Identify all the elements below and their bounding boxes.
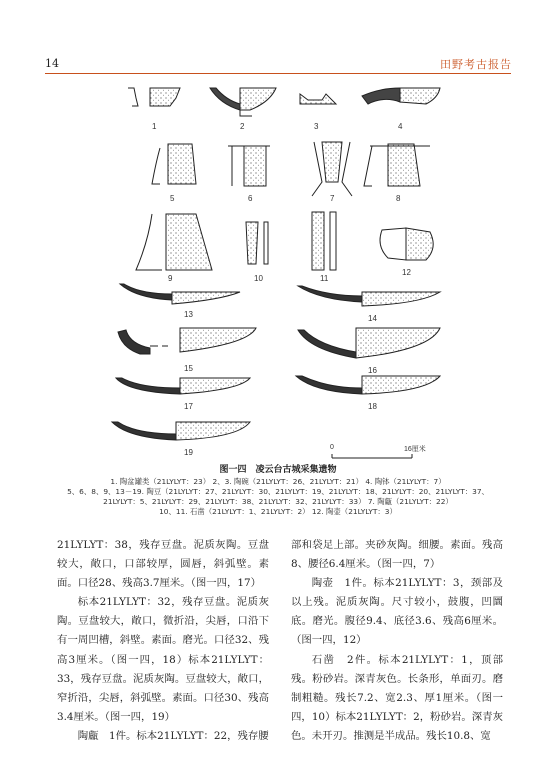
figure-label: 3 (314, 122, 319, 131)
artifact-10-chisel (246, 222, 268, 264)
figure-label: 1 (152, 122, 157, 131)
artifact-3-small-bowl (300, 94, 336, 104)
caption-line: 10、11. 石凿（21LYLYT：1、21LYLYT：2） 12. 陶壶（21LYLYT：3） (159, 507, 397, 516)
body-paragraph: 21LYLYT：38，残存豆盘。泥质灰陶。豆盘较大，敞口，口部较厚，圆唇，斜弧壁。素面。口径28、残高3.7厘米。（图一四，17） (57, 539, 269, 590)
body-column-left (57, 536, 269, 746)
artifact-12-pot (380, 228, 433, 260)
artifact-19-dou (112, 422, 250, 440)
caption-line: 5、6、8、9、13－19. 陶豆（21LYLYT：27、21LYLYT：30、21LYLYT：19、21LYLYT：18、21LYLYT：20、21LYLYT：37、 (67, 487, 489, 496)
caption-line: 21LYLYT：5、21LYLYT：29、21LYLYT：38、21LYLYT：32、21LYLYT：33） 7. 陶甗（21LYLYT：22） (103, 497, 453, 506)
artifact-13-dou (120, 284, 240, 304)
artifact-14-dou (298, 286, 440, 306)
figure-label: 9 (168, 274, 173, 283)
figure-label: 4 (398, 122, 403, 131)
artifact-6-dou (228, 146, 270, 186)
scale-max-label: 16厘米 (404, 446, 426, 453)
body-paragraph: 陶甗 1件。标本21LYLYT：22，残存腰 (77, 729, 269, 742)
scale-bar (332, 454, 412, 458)
figure-label: 18 (368, 402, 377, 411)
page-header (0, 0, 550, 78)
page-number: 14 (45, 57, 59, 70)
figure-label: 8 (396, 194, 401, 203)
artifact-17-dou (116, 378, 250, 394)
caption-line: 1. 陶盆罐类（21LYLYT：23） 2、3. 陶碗（21LYLYT：26、21LYLYT：21） 4. 陶钵（21LYLYT：7） (110, 477, 446, 486)
header-rule (45, 73, 511, 74)
body-paragraph: 石凿 2件。标本21LYLYT：1，顶部残。粉砂岩。深青灰色。长条形，单面刃。磨制粗糙。残长7.2、宽2.3、厚1厘米。（图一四，10）标本21LYLYT：2，粉砂岩。深青灰色。未开刃。推测是半成品。残长10.8、宽 (291, 653, 503, 742)
artifact-16-dou (298, 328, 440, 358)
body-paragraph: 标本21LYLYT：32，残存豆盘。泥质灰陶。豆盘较大，敞口，微折沿，尖唇，口沿下有一周凹槽，斜壁。素面。磨光。口径32、残高3厘米。（图一四，18）标本21LYLYT：33，残存豆盘。泥质灰陶。豆盘较大，敞口，窄折沿，尖唇，斜弧壁。素面。口径30、残高3.4厘米。（图一四，19） (57, 596, 269, 723)
figure-caption (45, 462, 511, 517)
artifact-figure (100, 82, 460, 467)
artifact-1-pot (128, 88, 180, 106)
artifact-18-dou (296, 376, 440, 394)
figure-label: 16 (368, 366, 377, 375)
figure-label: 5 (170, 194, 175, 203)
artifact-15-dou (118, 328, 256, 354)
artifact-9-dou (136, 214, 212, 270)
figure-label: 13 (184, 310, 193, 319)
body-paragraph: 陶壶 1件。标本21LYLYT：3，颈部及以上残。泥质灰陶。尺寸较小，鼓腹，凹圜底。磨光。腹径9.4、底径3.6、残高6厘米。（图一四，12） (291, 577, 503, 647)
artifact-8-dou (364, 144, 430, 186)
figure-label: 17 (184, 402, 193, 411)
caption-title: 图一四 凌云台古城采集遗物 (219, 465, 337, 475)
figure-label: 12 (402, 268, 411, 277)
artifact-5-dou (152, 144, 196, 184)
figure-label: 6 (248, 194, 253, 203)
artifact-2-bowl (210, 88, 276, 116)
figure-label: 10 (254, 274, 263, 283)
body-paragraph: 部和袋足上部。夹砂灰陶。细腰。素面。残高8、腰径6.4厘米。（图一四，7） (291, 539, 503, 571)
figure-label: 19 (184, 448, 193, 457)
body-column-right (291, 536, 503, 746)
figure-label: 14 (368, 314, 377, 323)
scale-zero-label: 0 (330, 444, 334, 451)
figure-label: 15 (184, 364, 193, 373)
artifact-4-bowl (362, 88, 440, 104)
figure-label: 7 (330, 194, 335, 203)
artifact-7-steamer (312, 142, 352, 196)
artifact-11-chisel (312, 212, 336, 270)
figure-label: 2 (240, 122, 245, 131)
figure-label: 11 (320, 274, 329, 283)
journal-title: 田野考古报告 (440, 58, 512, 71)
